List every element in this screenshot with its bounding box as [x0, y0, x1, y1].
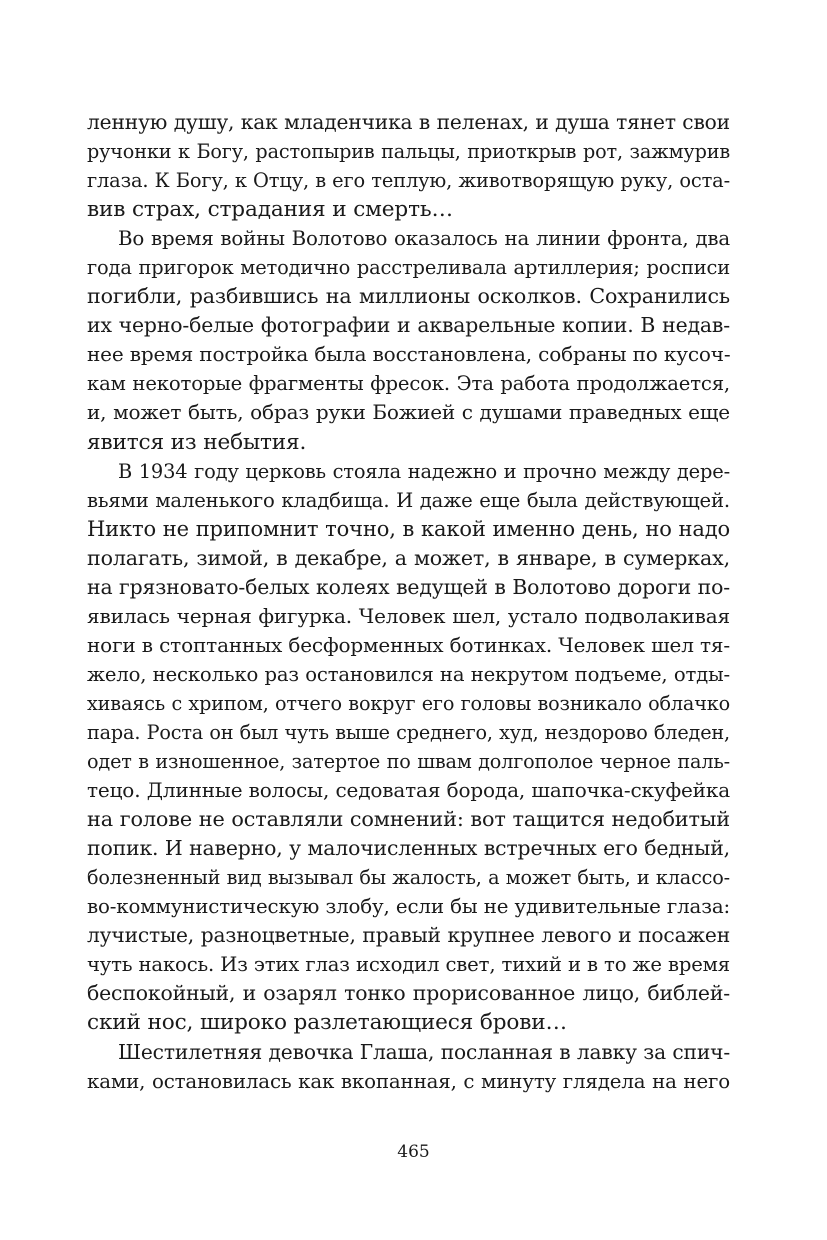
text-line: ский нос, широко разлетающиеся брови… — [87, 1010, 567, 1036]
text-line: вив страх, страдания и смерть… — [87, 197, 453, 223]
text-line: лучистые, разноцветные, правый крупнее левого и посажен — [87, 923, 730, 948]
text-line: ручонки к Богу, растопырив пальцы, приоткрыв рот, зажмурив — [87, 140, 730, 164]
text-line: на голове не оставляли сомнений: вот тащится недобитый — [87, 807, 730, 832]
text-line: болезненный вид вызывал бы жалость, а может быть, и классо- — [87, 866, 730, 890]
paragraph — [87, 224, 730, 456]
text-line: В 1934 году церковь стояла надежно и прочно между дере- — [118, 459, 730, 483]
paragraph — [87, 108, 730, 224]
text-line: ноги в стоптанных бесформенных ботинках. Человек шел тя- — [87, 632, 730, 657]
text-line: вьями маленького кладбища. И даже еще была действующей. — [87, 488, 730, 512]
text-line: погибли, разбившись на миллионы осколков. Сохранились — [87, 284, 730, 309]
text-line: беспокойный, и озарял тонко прорисованное лицо, библей- — [87, 981, 730, 1006]
text-line: тецо. Длинные волосы, седоватая борода, шапочка-скуфейка — [87, 778, 730, 803]
text-line: чуть накось. Из этих глаз исходил свет, тихий и в то же время — [87, 953, 730, 977]
paragraph — [87, 457, 730, 1038]
text-line: их черно-белые фотографии и акварельные копии. В недав- — [87, 313, 730, 338]
text-line: и, может быть, образ руки Божией с душами праведных еще — [87, 400, 730, 425]
text-line: глаза. К Богу, к Отцу, в его теплую, животворящую руку, оста- — [87, 169, 730, 193]
text-line: попик. И наверно, у малочисленных встречных его бедный, — [87, 836, 730, 861]
book-page-text — [87, 108, 730, 1096]
text-line: во-коммунистическую злобу, если бы не удивительные глаза: — [87, 895, 730, 919]
text-line: года пригорок методично расстреливала артиллерия; росписи — [87, 256, 730, 280]
text-line: полагать, зимой, в декабре, а может, в январе, в сумерках, — [87, 545, 730, 570]
text-line: явилась черная фигурка. Человек шел, устало подволакивая — [87, 603, 730, 628]
text-line: явится из небытия. — [87, 429, 307, 455]
text-line: нее время постройка была восстановлена, собраны по кусоч- — [87, 342, 731, 367]
text-line: Во время войны Волотово оказалось на линии фронта, два — [118, 227, 730, 251]
text-line: Шестилетняя девочка Глаша, посланная в лавку за спич- — [118, 1039, 730, 1064]
text-line: ками, остановилась как вкопанная, с минуту глядела на него — [87, 1069, 730, 1093]
text-line: жело, несколько раз остановился на некрутом подъеме, отды- — [87, 662, 730, 686]
text-line: ленную душу, как младенчика в пеленах, и душа тянет свои — [87, 110, 730, 134]
text-line: хиваясь с хрипом, отчего вокруг его головы возникало облачко — [87, 691, 730, 715]
text-line: пара. Роста он был чуть выше среднего, худ, нездорово бледен, — [87, 720, 730, 744]
text-line: Никто не припомнит точно, в какой именно день, но надо — [87, 516, 730, 541]
text-line: одет в изношенное, затертое по швам долгополое черное паль- — [87, 750, 730, 774]
paragraph — [87, 1038, 730, 1096]
text-line: кам некоторые фрагменты фресок. Эта работа продолжается, — [87, 372, 730, 396]
page-number: 465 — [397, 1142, 430, 1162]
text-line: на грязновато-белых колеях ведущей в Волотово дороги по- — [87, 574, 730, 599]
